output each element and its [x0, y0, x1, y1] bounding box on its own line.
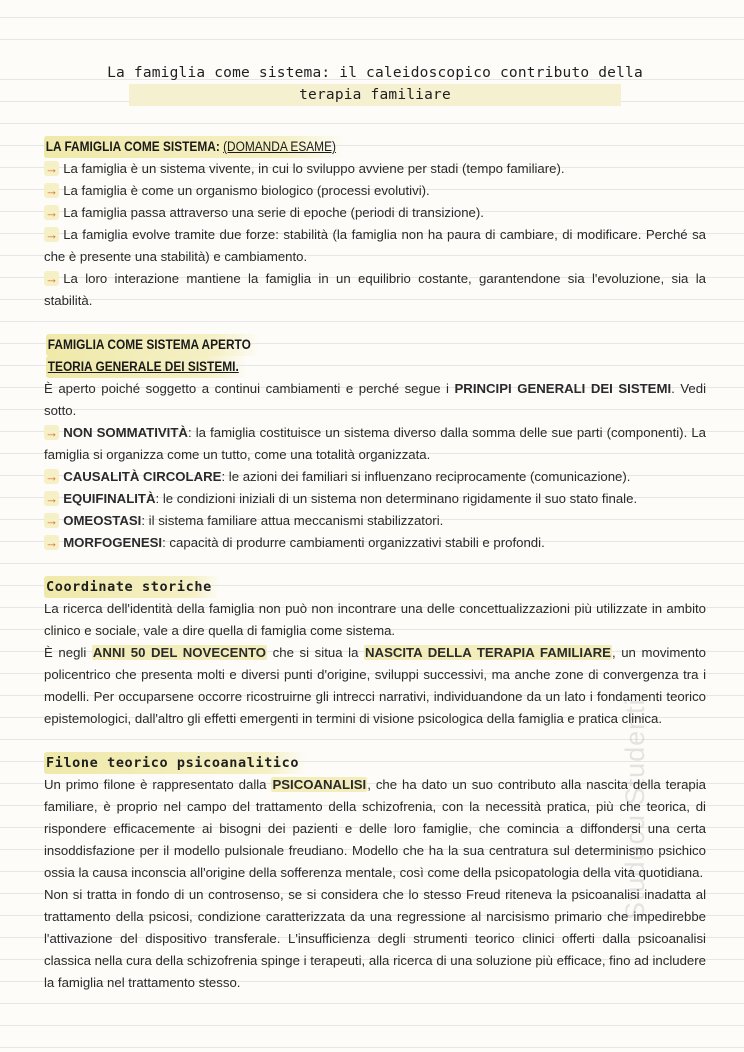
paragraph-text: , un movimento policentrico che presenta molti e diversi punti d'origine, sviluppi successivi, ma anche zone di convergenza tra i modelli. Per occuparsene occorre ricostruirne gli intrecci narrativi, individuandone da un lato i fondamenti teorico epistemologici, dall'altro gli effetti emergenti in termini di visione psicologica della famiglia e pratica clinica.	[44, 645, 706, 726]
heading-text: LA FAMIGLIA COME SISTEMA	[45, 139, 216, 154]
list-item-text: La loro interazione mantiene la famiglia in un equilibrio costante, garantendone sia l'evoluzione, sia la stabilità.	[44, 271, 706, 308]
principle-text: : capacità di produrre cambiamenti organizzativi stabili e profondi.	[162, 535, 545, 550]
section-heading: FAMIGLIA COME SISTEMA APERTO	[46, 334, 260, 356]
section-filone-psicoanalitico	[44, 752, 706, 994]
list-item	[44, 488, 706, 510]
arrow-icon: →	[45, 183, 59, 198]
arrow-icon: →	[45, 205, 59, 220]
section-sistema-aperto	[44, 334, 706, 554]
section-heading	[44, 136, 345, 158]
arrow-icon: →	[45, 227, 59, 242]
page-content	[44, 62, 706, 1016]
section-subheading: TEORIA GENERALE DEI SISTEMI.	[46, 356, 248, 378]
principle-text: : la famiglia costituisce un sistema diverso dalla somma delle sue parti (componenti). La famiglia si organizza come un tutto, come una totalità organizzata.	[44, 425, 707, 462]
list-item	[44, 180, 706, 202]
principle-text: : le condizioni iniziali di un sistema non determinano rigidamente il suo stato finale.	[155, 491, 638, 506]
list-item-text: La famiglia è come un organismo biologico (processi evolutivi).	[63, 183, 430, 198]
paragraph-text: , che ha dato un suo contributo alla nascita della terapia familiare, è proprio nel campo del trattamento della schizofrenia, con la necessità pratica, più che teorica, di rispondere efficacemente ai bisogni dei pazienti e delle loro famiglie, che comincia a diffondersi una certa insoddisfazione per il modello pulsionale freudiano. Modello che ha la sua centratura sul determinismo psichico ossia la causa inconscia all'origine della sofferenza mentale, così come della psicopatologia della vita quotidiana.	[44, 777, 706, 880]
paragraph-text: Un primo filone è rappresentato dalla	[44, 777, 272, 792]
list-item	[44, 510, 706, 532]
arrow-icon: →	[45, 513, 59, 528]
paragraph-text: È negli	[44, 645, 92, 660]
list-item-text: La famiglia evolve tramite due forze: stabilità (la famiglia non ha paura di cambiare, di modificare. Perché sa che è presente una stabilità) e cambiamento.	[44, 227, 706, 264]
principle-text: : il sistema familiare attua meccanismi stabilizzatori.	[141, 513, 444, 528]
arrow-icon: →	[45, 535, 59, 550]
title-line-2: terapia familiare	[129, 84, 621, 106]
highlight-term: ANNI 50 DEL NOVECENTO	[92, 645, 267, 660]
arrow-icon: →	[45, 161, 59, 176]
list-item	[44, 202, 706, 224]
exam-tag: (DOMANDA ESAME)	[223, 139, 336, 154]
section-intro	[44, 378, 706, 422]
highlight-term: PSICOANALISI	[272, 777, 367, 792]
principle-term: OMEOSTASI	[63, 513, 142, 528]
section-famiglia-sistema	[44, 136, 706, 312]
paragraph: La ricerca dell'identità della famiglia non può non incontrare una delle concettualizzazioni più utilizzate in ambito clinico e sociale, vale a dire quella di famiglia come sistema.	[44, 601, 706, 638]
paragraph-text: che si situa la	[267, 645, 365, 660]
list-item	[44, 422, 706, 466]
intro-term: PRINCIPI GENERALI DEI SISTEMI	[454, 381, 672, 396]
list-item	[44, 466, 706, 488]
arrow-icon: →	[45, 271, 59, 286]
section-heading: Filone teorico psicoanalitico	[44, 752, 307, 774]
principle-term: NON SOMMATIVITÀ	[63, 425, 188, 440]
heading-separator: :	[215, 139, 224, 154]
list-item-text: La famiglia è un sistema vivente, in cui lo sviluppo avviene per stadi (tempo familiare).	[63, 161, 565, 176]
intro-text: È aperto poiché soggetto a continui cambiamenti e perché segue i	[44, 381, 455, 396]
watermark: Studocu Studenti	[620, 698, 650, 920]
list-item	[44, 268, 706, 312]
list-item	[44, 532, 706, 554]
document-title	[44, 62, 706, 106]
title-line-1: La famiglia come sistema: il caleidoscopico contributo della	[107, 65, 643, 81]
highlight-term: NASCITA DELLA TERAPIA FAMILIARE	[365, 645, 611, 660]
paragraph: Non si tratta in fondo di un controsenso, se si considera che lo stesso Freud riteneva la psicoanalisi inadatta al trattamento della psicosi, condizione caratterizzata da una regressione al narcisismo primario che impedirebbe l'attivazione del dispositivo transferale. L'insufficienza degli strumenti teorico clinici offerti dalla psicoanalisi classica nella cura della schizofrenia spinge i terapeuti, alla ricerca di una soluzione più efficace, fino ad includere la famiglia nel trattamento stesso.	[44, 887, 706, 990]
paragraph	[44, 642, 706, 730]
list-item-text: La famiglia passa attraverso una serie di epoche (periodi di transizione).	[63, 205, 484, 220]
list-item	[44, 158, 706, 180]
arrow-icon: →	[45, 425, 59, 440]
principle-term: EQUIFINALITÀ	[63, 491, 156, 506]
section-coordinate-storiche	[44, 576, 706, 730]
arrow-icon: →	[45, 491, 59, 506]
intro-tail: . Vedi sotto.	[44, 381, 706, 418]
list-item	[44, 224, 706, 268]
arrow-icon: →	[45, 469, 59, 484]
paragraph	[44, 774, 706, 884]
principle-term: MORFOGENESI	[63, 535, 163, 550]
principle-term: CAUSALITÀ CIRCOLARE	[63, 469, 222, 484]
principle-text: : le azioni dei familiari si influenzano reciprocamente (comunicazione).	[221, 469, 631, 484]
section-heading: Coordinate storiche	[44, 576, 220, 598]
